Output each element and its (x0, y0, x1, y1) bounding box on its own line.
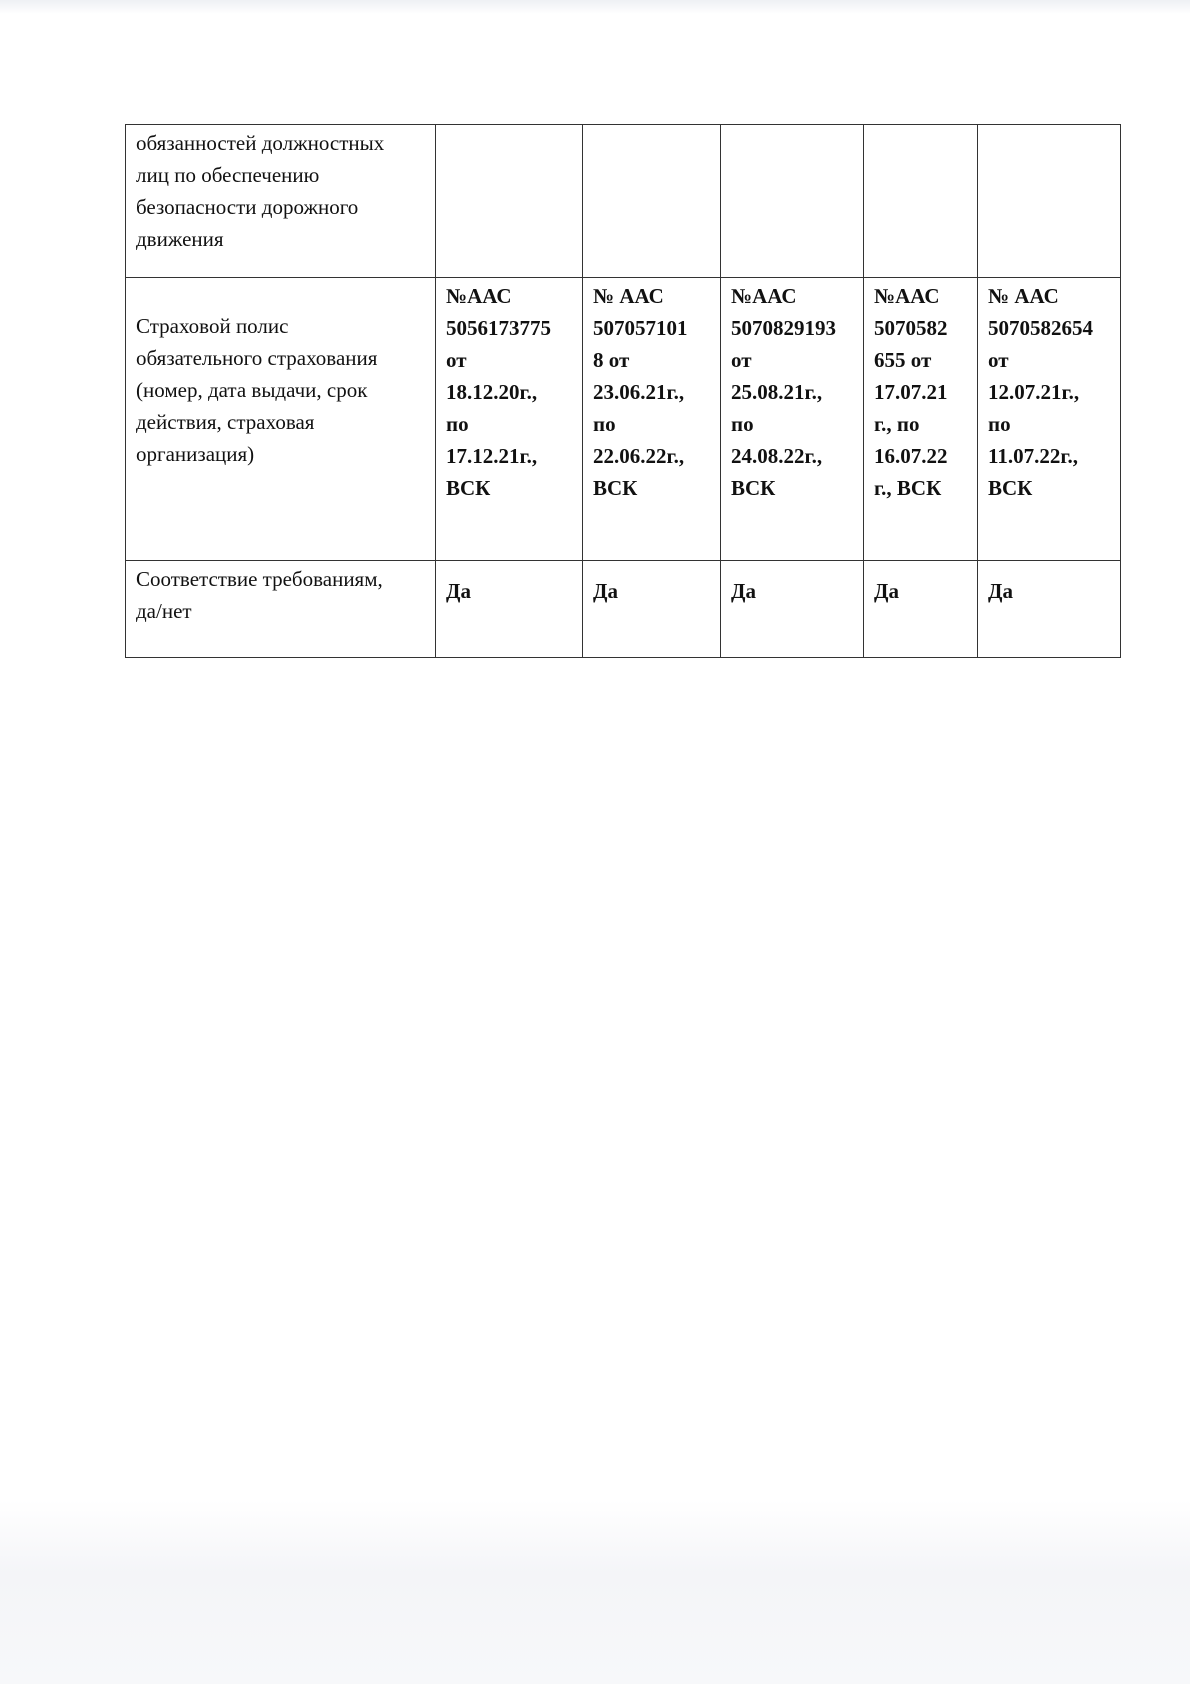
policy-cell: №ААС 5070582 655 от 17.07.21 г., по 16.07.22 г., ВСК (864, 278, 978, 561)
compliance-cell: Да (436, 561, 583, 658)
table-row-duties (126, 125, 1121, 278)
scan-shadow-bottom (0, 1500, 1190, 1684)
row-label: обязанностей должностных лиц по обеспечению безопасности дорожного движения (126, 125, 436, 278)
table-cell (436, 125, 583, 278)
table-row-insurance-policy (126, 278, 1121, 561)
policy-cell: №ААС 5070829193 от 25.08.21г., по 24.08.22г., ВСК (721, 278, 864, 561)
table-cell (583, 125, 721, 278)
policy-cell: №ААС 5056173775 от 18.12.20г., по 17.12.21г., ВСК (436, 278, 583, 561)
row-label: Страховой полис обязательного страхования (номер, дата выдачи, срок действия, страховая организация) (126, 278, 436, 561)
insurance-table (125, 124, 1121, 658)
compliance-cell: Да (978, 561, 1121, 658)
row-label: Соответствие требованиям, да/нет (126, 561, 436, 658)
table-row-compliance (126, 561, 1121, 658)
scan-shadow-top (0, 0, 1190, 14)
compliance-cell: Да (583, 561, 721, 658)
table-cell (864, 125, 978, 278)
policy-cell: № ААС 507057101 8 от 23.06.21г., по 22.06.22г., ВСК (583, 278, 721, 561)
table-cell (721, 125, 864, 278)
table-cell (978, 125, 1121, 278)
compliance-cell: Да (864, 561, 978, 658)
policy-cell: № ААС 5070582654 от 12.07.21г., по 11.07.22г., ВСК (978, 278, 1121, 561)
compliance-cell: Да (721, 561, 864, 658)
